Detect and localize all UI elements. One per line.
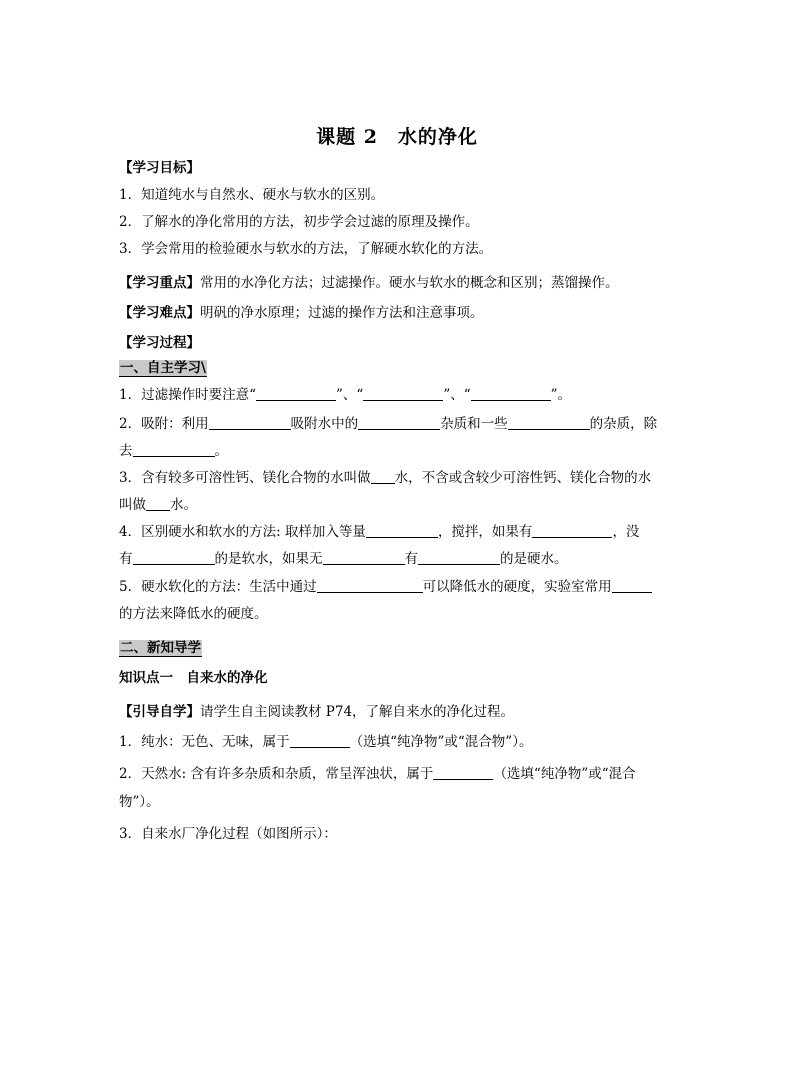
q4-text-e: 的是软水，如果无 bbox=[214, 551, 323, 567]
blank-field[interactable] bbox=[612, 578, 652, 593]
item1-line bbox=[119, 732, 679, 752]
blank-field[interactable] bbox=[371, 469, 395, 484]
blank-field[interactable] bbox=[317, 578, 423, 593]
q5-line-2 bbox=[119, 604, 679, 624]
blank-field[interactable] bbox=[146, 496, 170, 511]
q2-text-d: 的杂质，除 bbox=[589, 416, 658, 432]
q3-line-2 bbox=[119, 495, 679, 515]
blank-field[interactable] bbox=[508, 415, 590, 430]
item3-line: 3．自来水厂净化过程（如图所示）： bbox=[119, 826, 337, 842]
q4-text-g: 的是硬水。 bbox=[500, 551, 568, 567]
difficult-points-text: 明矾的净水原理；过滤的操作方法和注意事项。 bbox=[200, 305, 484, 321]
blank-field[interactable] bbox=[471, 386, 551, 401]
q4-line-2 bbox=[119, 549, 679, 569]
item2-line-2: 物”）。 bbox=[119, 794, 160, 810]
q5-text-b: 可以降低水的硬度，实验室常用 bbox=[422, 579, 612, 595]
q4-text-a: 4．区别硬水和软水的方法: 取样加入等量 bbox=[119, 524, 366, 540]
blank-field[interactable] bbox=[358, 415, 440, 430]
q2-text-a: 2．吸附：利用 bbox=[119, 416, 209, 432]
item2-line-1 bbox=[119, 764, 679, 784]
key-points bbox=[119, 273, 679, 293]
blank-field[interactable] bbox=[532, 523, 612, 538]
section1-heading: 一、自主学习\ bbox=[120, 360, 206, 376]
blank-field[interactable] bbox=[133, 550, 215, 565]
q1-text-d: ”。 bbox=[550, 387, 572, 403]
guide-line bbox=[119, 702, 679, 722]
q5-text-a: 5．硬水软化的方法：生活中通过 bbox=[119, 579, 317, 595]
q3-text-c: 叫做 bbox=[119, 497, 146, 513]
q1-line bbox=[119, 385, 679, 405]
q5-line-1 bbox=[119, 577, 679, 597]
item1-text-b: （选填“纯净物”或“混合物”）。 bbox=[349, 734, 533, 750]
blank-field[interactable] bbox=[290, 733, 350, 748]
q2-text-b: 吸附水中的 bbox=[290, 416, 359, 432]
q4-text-b: ，搅拌，如果有 bbox=[437, 524, 533, 540]
objective-item-2: 2．了解水的净化常用的方法，初步学会过滤的原理及操作。 bbox=[119, 214, 479, 230]
blank-field[interactable] bbox=[363, 386, 443, 401]
q2-line-2 bbox=[119, 441, 679, 461]
guide-text: 请学生自主阅读教材 P74，了解自来水的净化过程。 bbox=[200, 704, 515, 720]
q2-text-c: 杂质和一些 bbox=[440, 416, 508, 432]
page-title: 课题 2 水的净化 bbox=[316, 126, 478, 148]
process-heading: 【学习过程】 bbox=[119, 335, 200, 351]
blank-field[interactable] bbox=[209, 415, 291, 430]
objective-item-3: 3．学会常用的检验硬水与软水的方法，了解硬水软化的方法。 bbox=[119, 241, 493, 257]
q1-text-b: ”、“ bbox=[336, 387, 364, 403]
q2-line-1 bbox=[119, 414, 679, 434]
q3-text-a: 3．含有较多可溶性钙、镁化合物的水叫做 bbox=[119, 470, 371, 486]
difficult-points-label: 【学习难点】 bbox=[119, 305, 200, 321]
guide-label: 【引导自学】 bbox=[119, 704, 200, 720]
blank-field[interactable] bbox=[366, 523, 438, 538]
knowledge-point-1: 知识点一 自来水的净化 bbox=[119, 670, 268, 686]
section2-heading-row bbox=[119, 638, 679, 658]
key-points-label: 【学习重点】 bbox=[119, 275, 200, 291]
q3-line-1 bbox=[119, 468, 679, 488]
q2-text-f: 。 bbox=[214, 443, 228, 459]
objective-item-1: 1．知道纯水与自然水、硬水与软水的区别。 bbox=[119, 187, 385, 203]
q5-text-c: 的方法来降低水的硬度。 bbox=[119, 606, 268, 622]
blank-field[interactable] bbox=[418, 550, 500, 565]
key-points-text: 常用的水净化方法；过滤操作。硬水与软水的概念和区别；蒸馏操作。 bbox=[200, 275, 619, 291]
blank-field[interactable] bbox=[323, 550, 405, 565]
item2-text-b: （选填“纯净物”或“混合 bbox=[493, 766, 636, 782]
blank-field[interactable] bbox=[256, 386, 336, 401]
difficult-points bbox=[119, 303, 679, 323]
section2-heading: 二、新知导学 bbox=[120, 640, 201, 656]
item2-text-a: 2．天然水: 含有许多杂质和杂质，常呈浑浊状，属于 bbox=[119, 766, 434, 782]
q1-text-c: ”、“ bbox=[443, 387, 471, 403]
q4-text-c: ，没 bbox=[612, 524, 640, 540]
q1-text-a: 1．过滤操作时要注意“ bbox=[119, 387, 256, 403]
q4-text-d: 有 bbox=[119, 551, 133, 567]
q3-text-b: 水，不含或含较少可溶性钙、镁化合物的水 bbox=[394, 470, 652, 486]
q3-text-d: 水。 bbox=[170, 497, 197, 513]
blank-field[interactable] bbox=[433, 765, 493, 780]
q4-line-1 bbox=[119, 522, 679, 542]
q2-text-e: 去 bbox=[119, 443, 133, 459]
q4-text-f: 有 bbox=[404, 551, 418, 567]
section1-heading-row bbox=[119, 358, 679, 378]
item1-text-a: 1．纯水：无色、无味，属于 bbox=[119, 734, 290, 750]
blank-field[interactable] bbox=[133, 442, 215, 457]
objectives-heading: 【学习目标】 bbox=[119, 160, 200, 176]
